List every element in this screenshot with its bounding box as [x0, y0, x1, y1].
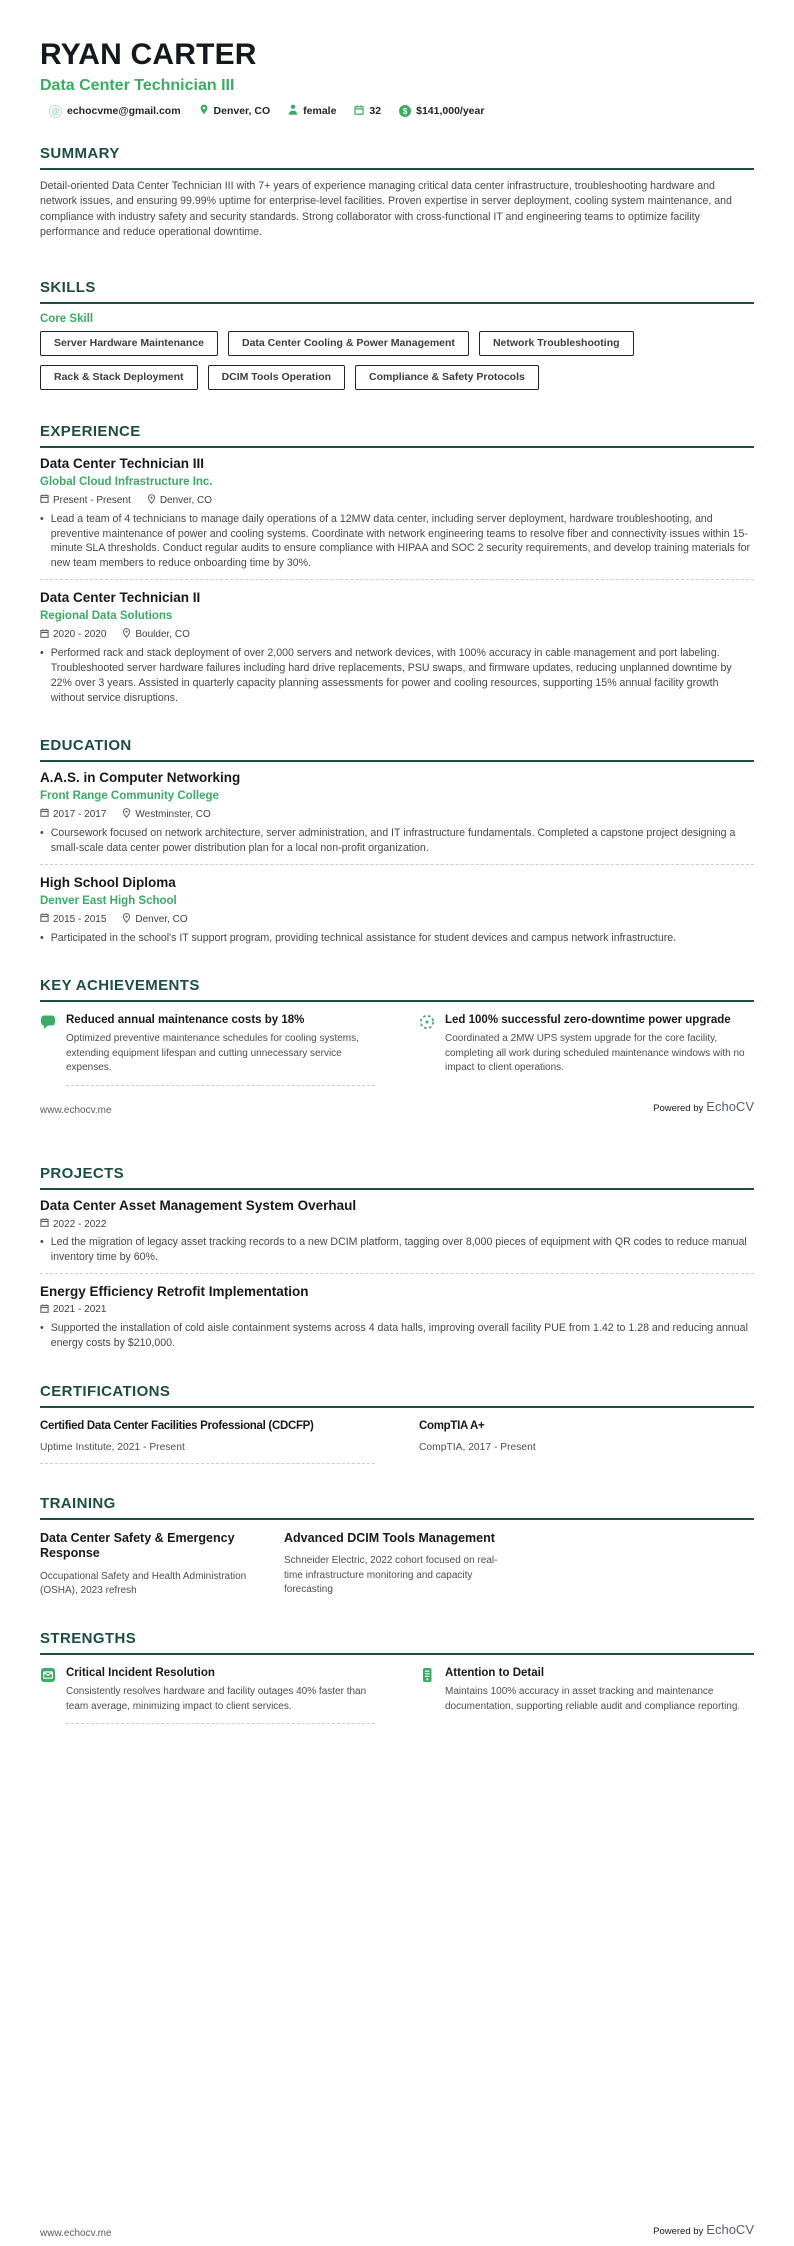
contact-email-text: echocvme@gmail.com	[67, 105, 181, 117]
education-bullet	[40, 931, 754, 946]
project-dates	[40, 1218, 106, 1230]
job-location	[147, 494, 212, 507]
section-summary	[40, 145, 754, 241]
job-meta	[40, 494, 754, 507]
item-divider	[66, 1085, 375, 1086]
footer-site-url: www.echocv.me	[40, 2228, 112, 2239]
strength-item	[419, 1666, 754, 1725]
training-title: Data Center Safety & Emergency Response	[40, 1530, 235, 1561]
job-bullet-text: • Lead a team of 4 technicians to manage daily operations of a 12MW data center, including server deployment, hardware troubleshooting, and preventive maintenance of power and cooling systems. Coordinate with network engineering teams to resolve fiber and connectivity issues within 15-minute SLA thresholds. Conduct regular audits to ensure compliance with HIPAA and SOC 2 security requirements, and develop training materials for new team members to reduce onboarding time by 30%.	[50, 512, 751, 570]
section-key-achievements	[40, 977, 754, 1086]
footer-powered-by	[653, 2221, 754, 2239]
project-title: Data Center Asset Management System Overhaul	[40, 1198, 357, 1213]
certification-title: CompTIA A+	[419, 1419, 485, 1432]
header	[40, 0, 754, 118]
at-icon: @	[49, 105, 62, 118]
achievements-grid	[40, 1013, 754, 1086]
item-divider	[40, 579, 754, 580]
dollar-icon: $	[399, 105, 411, 117]
certifications-heading: CERTIFICATIONS	[40, 1383, 754, 1408]
location-pin-icon	[147, 494, 156, 507]
contact-salary	[399, 105, 484, 117]
degree-title: High School Diploma	[40, 874, 176, 890]
contact-age	[354, 105, 381, 118]
skill-chip: Server Hardware Maintenance	[40, 331, 218, 356]
contact-location-text: Denver, CO	[213, 105, 271, 117]
certification-issuer: CompTIA, 2017 - Present	[419, 1441, 536, 1453]
training-heading: TRAINING	[40, 1495, 754, 1520]
strength-title: Critical Incident Resolution	[66, 1666, 215, 1679]
contact-gender	[288, 104, 336, 118]
experience-heading: EXPERIENCE	[40, 423, 754, 448]
skill-chip-list	[40, 331, 754, 390]
skill-chip: Network Troubleshooting	[479, 331, 634, 356]
certification-title: Certified Data Center Facilities Professional (CDCFP)	[40, 1419, 314, 1432]
company-name: Regional Data Solutions	[40, 610, 173, 623]
job-dates-text: 2020 - 2020	[53, 629, 107, 641]
project-bullet-text: • Supported the installation of cold aisle containment systems across 4 data halls, improving overall facility PUE from 1.42 to 1.28 and reducing annual energy costs by $210,000.	[50, 1321, 748, 1349]
education-item	[40, 770, 754, 865]
project-item	[40, 1284, 754, 1351]
item-divider	[40, 864, 754, 865]
training-grid	[40, 1531, 754, 1599]
contact-email	[49, 105, 181, 118]
person-name: RYAN CARTER	[40, 38, 257, 71]
achievement-item	[40, 1013, 375, 1086]
strengths-heading: STRENGTHS	[40, 1630, 754, 1655]
education-heading: EDUCATION	[40, 737, 754, 762]
training-title: Advanced DCIM Tools Management	[284, 1530, 495, 1545]
achievement-description: Coordinated a 2MW UPS system upgrade for the core facility, completing all work during scheduled maintenance windows with no impact to client operations.	[445, 1033, 745, 1074]
education-dates	[40, 913, 106, 925]
contact-row	[40, 104, 754, 118]
target-focus-icon	[419, 1014, 435, 1035]
project-item	[40, 1198, 754, 1274]
school-name: Denver East High School	[40, 894, 177, 907]
strength-description: Maintains 100% accuracy in asset tracking and maintenance documentation, supporting reliable audit and compliance reporting.	[445, 1686, 741, 1712]
education-meta	[40, 808, 754, 821]
contact-location	[199, 104, 271, 118]
school-name: Front Range Community College	[40, 789, 219, 802]
job-dates	[40, 494, 131, 506]
calendar-icon	[40, 629, 49, 641]
echocv-brand: EchoCV	[706, 2222, 754, 2237]
education-dates	[40, 808, 106, 820]
education-dates-text: 2017 - 2017	[53, 808, 107, 820]
education-location	[122, 913, 187, 926]
section-training	[40, 1495, 754, 1599]
item-divider	[66, 1723, 375, 1724]
location-pin-icon	[199, 104, 209, 118]
strength-description: Consistently resolves hardware and facility outages 40% faster than team average, minimizing impact to client services.	[66, 1686, 367, 1712]
page-footer	[40, 1098, 754, 1116]
training-description: Schneider Electric, 2022 cohort focused on real-time infrastructure monitoring and capacity forecasting	[284, 1555, 498, 1596]
footer-site-url: www.echocv.me	[40, 1105, 112, 1116]
education-location	[122, 808, 210, 821]
achievement-title: Reduced annual maintenance costs by 18%	[66, 1013, 305, 1026]
calendar-icon	[354, 105, 364, 118]
calendar-icon	[40, 494, 49, 506]
section-strengths	[40, 1630, 754, 1725]
training-item	[284, 1531, 509, 1599]
page-footer	[40, 2221, 754, 2239]
section-skills	[40, 279, 754, 390]
mobile-device-icon	[419, 1667, 435, 1688]
contact-gender-text: female	[303, 105, 337, 117]
project-meta	[40, 1218, 754, 1230]
person-role-title: Data Center Technician III	[40, 77, 235, 94]
item-divider	[40, 1273, 754, 1274]
project-dates-text: 2021 - 2021	[53, 1304, 107, 1316]
degree-title: A.A.S. in Computer Networking	[40, 769, 241, 785]
project-bullet	[40, 1321, 754, 1351]
calendar-icon	[40, 913, 49, 925]
skill-chip: Compliance & Safety Protocols	[355, 365, 539, 390]
calendar-icon	[40, 1304, 49, 1316]
project-dates	[40, 1304, 106, 1316]
education-item	[40, 875, 754, 946]
job-title: Data Center Technician II	[40, 590, 201, 606]
section-projects	[40, 1123, 754, 1351]
calendar-icon	[40, 808, 49, 820]
footer-powered-by	[653, 1098, 754, 1116]
education-location-text: Westminster, CO	[135, 808, 211, 820]
project-meta	[40, 1304, 754, 1316]
job-bullet	[40, 512, 754, 572]
calendar-icon	[40, 1218, 49, 1230]
project-title: Energy Efficiency Retrofit Implementation	[40, 1283, 309, 1299]
skill-chip: Data Center Cooling & Power Management	[228, 331, 469, 356]
job-title: Data Center Technician III	[40, 455, 205, 471]
education-location-text: Denver, CO	[135, 913, 188, 925]
location-pin-icon	[122, 808, 131, 821]
job-dates-text: Present - Present	[53, 494, 131, 506]
location-pin-icon	[122, 628, 131, 641]
location-pin-icon	[122, 913, 131, 926]
achievement-title: Led 100% successful zero-downtime power upgrade	[445, 1013, 731, 1026]
strength-item	[40, 1666, 375, 1725]
project-bullet-text: • Led the migration of legacy asset tracking records to a new DCIM platform, tagging over 8,000 pieces of equipment with QR codes to reduce manual inventory time by 60%.	[50, 1236, 747, 1263]
project-dates-text: 2022 - 2022	[53, 1218, 107, 1230]
experience-item	[40, 456, 754, 581]
envelope-icon	[40, 1667, 56, 1688]
section-experience	[40, 423, 754, 706]
training-item	[40, 1531, 265, 1599]
resume-page-2	[0, 1123, 794, 2246]
achievement-item	[419, 1013, 754, 1086]
job-bullet-text: • Performed rack and stack deployment of over 2,000 servers and network devices, with 100% accuracy in cable management and port labeling. Troubleshooted server hardware failures including hard drive replacements, PSU swaps, and firmware updates, reducing unplanned downtime by 22% over 3 years. Assisted in quarterly capacity planning assessments for power and cooling resources, supporting 15% annual facility growth without service disruptions.	[50, 647, 732, 704]
projects-heading: PROJECTS	[40, 1165, 754, 1190]
chat-bubble-icon	[40, 1014, 56, 1035]
experience-item	[40, 590, 754, 706]
certification-issuer: Uptime Institute, 2021 - Present	[40, 1441, 185, 1453]
job-location-text: Denver, CO	[159, 494, 213, 506]
certifications-grid	[40, 1419, 754, 1464]
strengths-grid	[40, 1666, 754, 1725]
job-bullet	[40, 646, 754, 706]
training-description: Occupational Safety and Health Administration (OSHA), 2023 refresh	[40, 1570, 247, 1597]
job-location-text: Boulder, CO	[135, 629, 190, 641]
contact-salary-text: $141,000/year	[416, 105, 485, 117]
section-education	[40, 737, 754, 946]
person-icon	[288, 104, 298, 118]
certification-item	[40, 1419, 375, 1464]
education-bullet-text: • Participated in the school's IT support program, providing technical assistance for student devices and campus network infrastructure.	[50, 931, 677, 944]
education-bullet	[40, 826, 754, 856]
certification-item	[419, 1419, 754, 1464]
achievements-heading: KEY ACHIEVEMENTS	[40, 977, 754, 1002]
echocv-brand: EchoCV	[706, 1099, 754, 1114]
job-location	[122, 628, 189, 641]
skill-chip: Rack & Stack Deployment	[40, 365, 198, 390]
powered-by-label: Powered by	[653, 2226, 704, 2237]
contact-age-text: 32	[369, 105, 382, 117]
strength-title: Attention to Detail	[445, 1666, 545, 1679]
summary-heading: SUMMARY	[40, 145, 754, 170]
skills-group-label: Core Skill	[40, 312, 94, 325]
summary-text: Detail-oriented Data Center Technician III with 7+ years of experience managing critical data center infrastructure, troubleshooting hardware and network issues, and ensuring 99.99% uptime for enterprise-level facilities. Proven expertise in server deployment, cooling system maintenance, and compliance with industry safety and security standards. Strong collaborator with cross-functional IT and engineering teams to optimize facility performance and reduce operational downtime.	[40, 180, 732, 239]
project-bullet	[40, 1235, 754, 1265]
education-bullet-text: • Coursework focused on network architecture, server administration, and IT infrastructure fundamentals. Completed a capstone project designing a small-scale data center power distribution plan for a local non-profit organization.	[50, 826, 736, 854]
skill-chip: DCIM Tools Operation	[208, 365, 345, 390]
education-meta	[40, 913, 754, 926]
job-meta	[40, 628, 754, 641]
achievement-description: Optimized preventive maintenance schedules for cooling systems, extending equipment lifespan and cutting unnecessary service expenses.	[66, 1033, 359, 1074]
powered-by-label: Powered by	[653, 1103, 704, 1114]
skills-heading: SKILLS	[40, 279, 754, 304]
education-dates-text: 2015 - 2015	[53, 913, 107, 925]
item-divider	[40, 1463, 375, 1464]
company-name: Global Cloud Infrastructure Inc.	[40, 475, 213, 488]
section-certifications	[40, 1383, 754, 1464]
job-dates	[40, 629, 106, 641]
